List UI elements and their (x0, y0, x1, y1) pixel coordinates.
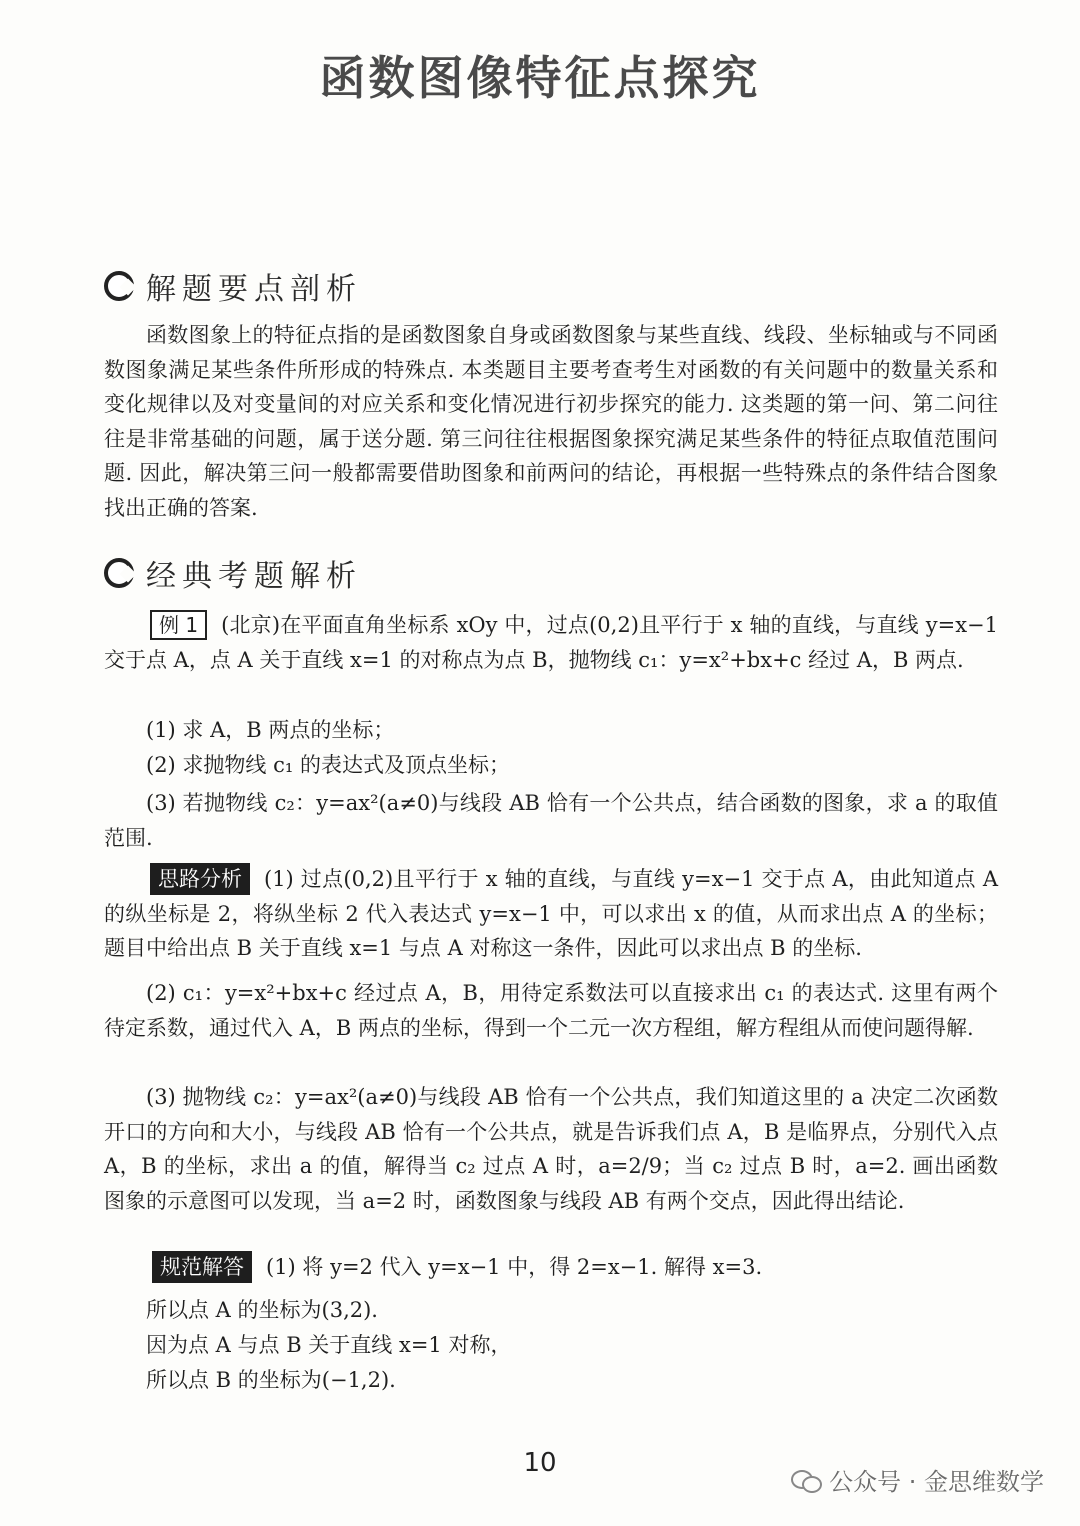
section-body: 函数图象上的特征点指的是函数图象自身或函数图象与某些直线、线段、坐标轴或与不同函数图象满足某些条件所形成的特殊点. 本类题目主要考查考生对函数的有关问题中的数量关系和变化规律以及对变量间的对应关系和变化情况进行初步探究的能力. 这类题的第一问、第二问往往是非常基础的问题，属于送分题. 第三问往往根据图象探究满足某些条件的特征点取值范围问题. 因此，解决第三问一般都需要借助图象和前两问的结论，再根据一些特殊点的条件结合图象找出正确的答案. (104, 323, 998, 520)
question-2: (2) 求抛物线 c₁ 的表达式及顶点坐标； (146, 753, 510, 777)
page-number: 10 (523, 1448, 557, 1478)
analysis-part-3: (3) 抛物线 c₂：y=ax²(a≠0)与线段 AB 恰有一个公共点，我们知道这里的 a 决定二次函数开口的方向和大小，与线段 AB 恰有一个公共点，就是告诉我们点 A，B 是临界点，分别代入点 A，B 的坐标，求出 a 的值，解得当 c₂ 过点 A 时，a=2/9；当 c₂ 过点 B 时，a=2. 画出函数图象的示意图可以发现，当 a=2 时，函数图象与线段 AB 有两个交点，因此得出结论. (104, 1085, 998, 1213)
solution-line-3: 因为点 A 与点 B 关于直线 x=1 对称， (146, 1333, 512, 1357)
section-heading-analysis (104, 266, 362, 306)
watermark (791, 1462, 1044, 1497)
solution-text-1: (1) 将 y=2 代入 y=x−1 中，得 2=x−1. 解得 x=3. (266, 1255, 763, 1279)
solution-line-4: 所以点 B 的坐标为(−1,2). (146, 1368, 396, 1392)
section-heading-text: 解题要点剖析 (146, 272, 362, 307)
page-title: 函数图像特征点探究 (319, 51, 761, 105)
section-heading-examples (104, 553, 362, 593)
example-label: 例 1 (150, 610, 207, 640)
solution-line-1 (152, 1250, 762, 1284)
watermark-text: 公众号 · 金思维数学 (829, 1468, 1044, 1496)
analysis-text-1: (1) 过点(0,2)且平行于 x 轴的直线，与直线 y=x−1 交于点 A，由此知道点 A 的纵坐标是 2，将纵坐标 2 代入表达式 y=x−1 中，可以求出 x 的值，从而求出点 A 的坐标；题目中给出点 B 关于直线 x=1 与点 A 对称这一条件，因此可以求出点 B 的坐标. (104, 867, 998, 960)
analysis-part-1 (104, 862, 998, 966)
question-1: (1) 求 A，B 两点的坐标； (146, 718, 395, 742)
analysis-part-2: (2) c₁：y=x²+bx+c 经过点 A，B，用待定系数法可以直接求出 c₁ 的表达式. 这里有两个待定系数，通过代入 A，B 两点的坐标，得到一个二元一次方程组，解方程组从而使问题得解. (104, 981, 998, 1040)
example-statement (104, 608, 998, 677)
question-3: (3) 若抛物线 c₂：y=ax²(a≠0)与线段 AB 恰有一个公共点，结合函数的图象，求 a 的取值范围. (104, 791, 998, 850)
wechat-icon (791, 1468, 821, 1492)
section-bullet-icon (104, 558, 134, 588)
section-heading-text: 经典考题解析 (146, 559, 362, 594)
section-bullet-icon (104, 271, 134, 301)
solution-line-2: 所以点 A 的坐标为(3,2). (146, 1298, 378, 1322)
solution-label: 规范解答 (152, 1251, 252, 1283)
analysis-label: 思路分析 (150, 863, 250, 895)
example-text: (北京)在平面直角坐标系 xOy 中，过点(0,2)且平行于 x 轴的直线，与直线 y=x−1 交于点 A，点 A 关于直线 x=1 的对称点为点 B，抛物线 c₁：y=x²+bx+c 经过 A，B 两点. (104, 613, 998, 672)
